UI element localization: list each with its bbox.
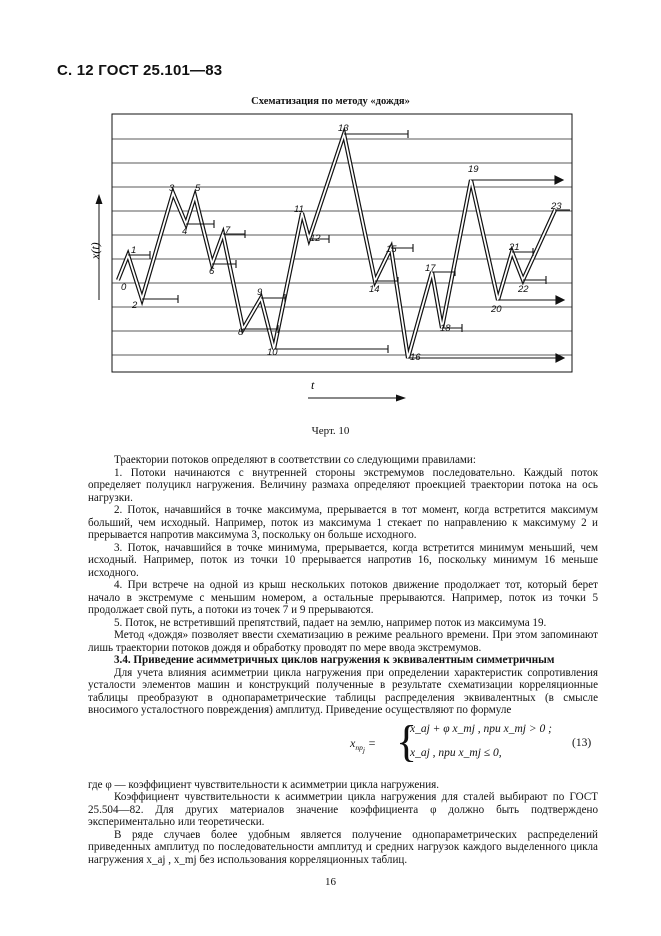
diagram-frame xyxy=(112,114,572,372)
point-label: 10 xyxy=(267,347,278,358)
paragraph: где φ — коэффициент чувствительности к асимметрии цикла нагружения. xyxy=(88,778,440,791)
point-label: 16 xyxy=(410,352,421,363)
y-axis-label: x(t) xyxy=(88,242,102,259)
page-number: 16 xyxy=(325,876,336,888)
point-label: 18 xyxy=(440,323,451,334)
section-heading: 3.4. Приведение асимметричных циклов нагружения к эквивалентным симметричным xyxy=(114,654,555,666)
paragraph: Метод «дождя» позволяет ввести схематизацию в режиме реального времени. При этом запоминают лишь траектории потоков дождя и обработку проводят по мере ввода экстремумов. xyxy=(88,629,598,654)
paragraph: 5. Поток, не встретивший препятствий, падает на землю, например поток из максимума 19. xyxy=(114,616,547,629)
paragraph: 2. Поток, начавшийся в точке максимума, прерывается в тот момент, когда встретится максимум больший, чем исходный. Например, поток из максимума 1 стекает по направлению к максимуму 2 и прерывается напротив максимума 3, поскольку он больше исходного. xyxy=(88,504,598,541)
point-label: 21 xyxy=(509,242,520,253)
figure-title: Схематизация по методу «дождя» xyxy=(251,96,410,107)
point-label: 7 xyxy=(225,225,231,236)
point-label: 2 xyxy=(132,300,138,311)
formula-lhs: $x_{пр_j}$ = xyxy=(350,735,377,755)
point-label: 6 xyxy=(209,266,215,277)
paragraph: 4. При встрече на одной из крыш нескольких потоков движение продолжает тот, который берет начало в экстремуме с меньшим номером, а остальные прерываются. Например, поток из точки 5 продолжает свой путь, а потоки из точек 7 и 9 прерываются. xyxy=(88,579,598,616)
formula-line-1: x_aj + φ x_mj , при x_mj > 0 ; xyxy=(410,722,552,735)
paragraph: Для учета влияния асимметрии цикла нагружения при определении характеристик сопротивления усталости элементов машин и конструкций полученные в результате схематизации корреляционные таблицы преобразуют в однопараметрические таблицы распределения эквивалентных (в смысле вносимого усталостного повреждения) амплитуд. Приведение осуществляют по формуле xyxy=(88,666,598,716)
formula-number: (13) xyxy=(572,736,592,749)
paragraph: Траектории потоков определяют в соответствии со следующими правилами: xyxy=(114,454,476,466)
point-label: 4 xyxy=(182,226,188,237)
figure-caption: Черт. 10 xyxy=(311,425,350,437)
point-label: 15 xyxy=(386,244,397,255)
point-label: 14 xyxy=(369,284,380,295)
paragraph: 1. Потоки начинаются с внутренней стороны экстремумов последовательно. Каждый поток определяет полуцикл нагружения. Величину размаха определяют проекцией траектории потока на ось нагрузки. xyxy=(88,466,598,504)
point-label: 11 xyxy=(294,204,304,215)
body-text xyxy=(88,454,598,866)
point-label: 8 xyxy=(238,327,244,338)
point-label: 9 xyxy=(257,287,263,298)
point-label: 0 xyxy=(121,282,127,293)
point-label: 3 xyxy=(169,183,175,194)
point-label: 20 xyxy=(491,304,502,315)
x-axis-label: t xyxy=(311,378,315,392)
formula-line-2: x_aj , при x_mj ≤ 0, xyxy=(410,746,502,759)
paragraph: 3. Поток, начавшийся в точке минимума, прерывается, когда встретится минимум меньший, чем исходный. Например, поток из точки 10 прерывается напротив 16, поскольку минимум 16 меньше исходного. xyxy=(88,541,598,579)
point-label: 12 xyxy=(310,233,321,244)
level-lines xyxy=(112,139,572,355)
point-label: 5 xyxy=(195,183,201,194)
load-trace-inner xyxy=(118,134,555,358)
point-label: 13 xyxy=(338,123,349,134)
x-axis-arrow xyxy=(308,395,406,402)
point-label: 17 xyxy=(425,263,436,274)
paragraph: Коэффициент чувствительности к асимметрии цикла нагружения для сталей выбирают по ГОСТ 25.504—82. Для других материалов значение коэффициента φ должно быть подтверждено экспериментально или теоретически. xyxy=(88,791,598,828)
point-labels xyxy=(121,123,562,363)
point-label: 19 xyxy=(468,164,479,175)
paragraph: В ряде случаев более удобным является получение однопараметрических распределений приведенных амплитуд по последовательности амплитуд и средних нагрузок каждого выделенного цикла нагружения x_aj , x_mj без использования корреляционных таблиц. xyxy=(88,828,598,866)
rainflow-diagram xyxy=(0,0,661,440)
formula-brace: { xyxy=(396,716,418,766)
formula-13 xyxy=(88,717,598,779)
point-label: 23 xyxy=(551,201,562,212)
page-header: С. 12 ГОСТ 25.101—83 xyxy=(57,62,223,79)
load-trace-outer xyxy=(118,134,555,358)
point-label: 1 xyxy=(131,245,137,256)
point-label: 22 xyxy=(518,284,529,295)
